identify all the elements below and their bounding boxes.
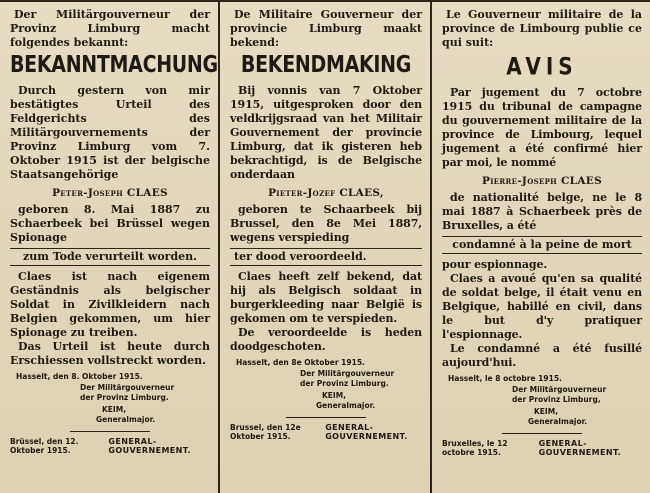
french-footer-gov: GENERAL-GOUVERNEMENT. xyxy=(538,439,622,457)
french-paragraph-2b: pour espionnage. xyxy=(442,258,548,271)
dutch-verdict: ter dood veroordeeld. xyxy=(230,248,422,266)
dutch-sig-rank: Generalmajor. xyxy=(316,401,376,410)
german-sig-rank: Generalmajor. xyxy=(96,415,156,424)
german-footer-place: Brüssel, den 12. Oktober 1915. xyxy=(10,437,79,455)
dutch-paragraph-4: De veroordeelde is heden doodgeschoten. xyxy=(230,326,422,353)
french-sig-rank: Generalmajor. xyxy=(528,417,588,426)
french-heading: AVIS xyxy=(506,51,578,81)
dutch-sig-line-2: der Provinz Limburg. xyxy=(300,379,389,388)
dutch-heading: BEKENDMAKING xyxy=(240,51,412,79)
french-sig-name: KEIM, xyxy=(534,407,559,416)
french-footer-place: Bruxelles, le 12 octobre 1915. xyxy=(442,439,508,457)
german-signature xyxy=(10,383,210,425)
french-paragraph-4: Le condamné a été fusillé aujourd'hui. xyxy=(442,342,642,369)
french-place-date: Hasselt, le 8 octobre 1915. xyxy=(448,374,562,383)
dutch-place-date: Hasselt, den 8e Oktober 1915. xyxy=(236,358,365,367)
french-footer xyxy=(442,439,642,457)
french-sig-line-2: der Provinz Limburg, xyxy=(512,395,601,404)
german-sig-line-1: Der Militärgouverneur xyxy=(80,383,175,392)
french-paragraph-2: de nationalité belge, ne le 8 mai 1887 à Schaerbeek près de Bruxelles, a été xyxy=(442,191,642,232)
german-sig-line-2: der Provinz Limburg. xyxy=(80,393,169,402)
dutch-convict-name: Pieter-Jozef CLAES, xyxy=(268,187,384,199)
german-footer-gov: GENERAL-GOUVERNEMENT. xyxy=(108,437,191,455)
german-paragraph-2: geboren 8. Mai 1887 zu Schaerbeek bei Brüssel wegen Spionage xyxy=(10,203,210,244)
german-paragraph-4: Das Urteil ist heute durch Erschiessen vollstreckt worden. xyxy=(10,340,210,367)
dutch-intro: De Militaire Gouverneur der provincie Limburg maakt bekend: xyxy=(230,8,422,49)
french-column xyxy=(430,0,650,493)
dutch-paragraph-1: Bij vonnis van 7 Oktober 1915, uitgesproken door den veldkrijgsraad van het Militair Gouvernement der provincie Limburg, dat ik gisteren heb bekrachtigd, is de Belgische onderdaan xyxy=(230,84,422,181)
french-paragraph-1: Par jugement du 7 octobre 1915 du tribunal de campagne du gouvernement militaire de la province de Limbourg, lequel jugement a été confirmé hier par moi, le nommé xyxy=(442,86,642,169)
dutch-footer xyxy=(230,423,422,441)
dutch-sig-line-1: Der Militärgouverneur xyxy=(300,369,395,378)
dutch-divider xyxy=(286,417,366,418)
german-paragraph-1: Durch gestern von mir bestätigtes Urteil des Feldgerichts des Militärgouvernements der Provinz Limburg vom 7. Oktober 1915 ist der belgische Staatsangehörige xyxy=(10,84,210,181)
dutch-column xyxy=(218,0,430,493)
german-place-date: Hasselt, den 8. Oktober 1915. xyxy=(16,372,143,381)
french-sig-line-1: Der Militärgouverneur xyxy=(512,385,607,394)
french-divider xyxy=(502,433,582,434)
german-verdict: zum Tode verurteilt worden. xyxy=(10,248,210,266)
german-paragraph-3: Claes ist nach eigenem Geständnis als belgischer Soldat in Zivilkleidern nach Belgien gekommen, um hier Spionage zu treiben. xyxy=(10,270,210,339)
german-sig-name: KEIM, xyxy=(102,405,127,414)
german-heading: BEKANNTMACHUNG xyxy=(10,51,218,79)
french-paragraph-3: Claes a avoué qu'en sa qualité de soldat belge, il était venu en Belgique, habillé en civil, dans le but d'y pratiquer l'espionnage. xyxy=(442,272,642,341)
german-column xyxy=(0,0,218,493)
german-intro: Der Militärgouverneur der Provinz Limburg macht folgendes bekannt: xyxy=(10,8,210,49)
german-footer xyxy=(10,437,210,455)
german-divider xyxy=(70,431,150,432)
dutch-signature xyxy=(230,369,422,411)
french-intro: Le Gouverneur militaire de la province de Limbourg publie ce qui suit: xyxy=(442,8,642,49)
french-verdict: condamné à la peine de mort xyxy=(442,236,642,254)
dutch-footer-place: Brussel, den 12e Oktober 1915. xyxy=(230,423,301,441)
dutch-footer-gov: GENERAL-GOUVERNEMENT. xyxy=(325,423,408,441)
french-convict-name: Pierre-Joseph CLAES xyxy=(482,175,602,187)
dutch-sig-name: KEIM, xyxy=(322,391,347,400)
french-signature xyxy=(442,385,642,427)
german-convict-name: Peter-Joseph CLAES xyxy=(52,187,168,199)
dutch-paragraph-3: Claes heeft zelf bekend, dat hij als Belgisch soldaat in burgerkleeding naar België is gekomen om te verspieden. xyxy=(230,270,422,325)
dutch-paragraph-2: geboren te Schaarbeek bij Brussel, den 8e Mei 1887, wegens verspieding xyxy=(230,203,422,244)
